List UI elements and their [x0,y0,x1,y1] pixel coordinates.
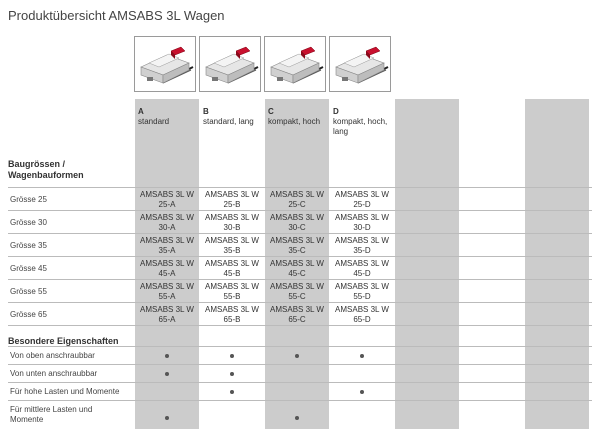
column-letter: C [268,107,274,116]
carriage-compact-high-long-image [329,36,391,92]
column-name: standard, lang [203,117,254,126]
part-number: AMSABS 3L W 45-C [270,259,324,278]
bullet-dot-icon [230,372,234,376]
size-label: Grösse 30 [10,218,47,227]
column-header-c [265,107,329,127]
part-number: AMSABS 3L W 65-B [205,305,259,324]
part-number: AMSABS 3L W 65-D [335,305,389,324]
feature-label: Für mittlere Lasten und Momente [10,405,93,424]
column-header-d [330,107,394,137]
column-name: kompakt, hoch, lang [333,117,388,136]
bullet-dot-icon [360,354,364,358]
feature-label: Für hohe Lasten und Momente [10,387,120,396]
bullet-dot-icon [360,390,364,394]
part-number: AMSABS 3L W 25-D [335,190,389,209]
part-number: AMSABS 3L W 30-D [335,213,389,232]
feature-label: Von oben anschraubbar [10,351,95,360]
bullet-dot-icon [165,354,169,358]
carriage-standard-long-image [199,36,261,92]
part-number: AMSABS 3L W 45-A [140,259,194,278]
size-label: Grösse 45 [10,264,47,273]
part-number: AMSABS 3L W 55-C [270,282,324,301]
linear-carriage-icon [330,37,390,91]
section-divider [8,325,592,326]
features-heading: Besondere Eigenschaften [8,336,119,346]
part-number: AMSABS 3L W 25-A [140,190,194,209]
feature-row [8,382,592,400]
column-letter: A [138,107,144,116]
table-row [8,187,592,210]
part-number: AMSABS 3L W 25-C [270,190,324,209]
bullet-dot-icon [295,354,299,358]
part-number: AMSABS 3L W 30-A [140,213,194,232]
table-row [8,302,592,325]
size-label: Grösse 25 [10,195,47,204]
part-number: AMSABS 3L W 35-C [270,236,324,255]
column-header-b [200,107,264,127]
column-letter: B [203,107,209,116]
part-number: AMSABS 3L W 30-C [270,213,324,232]
bullet-dot-icon [165,416,169,420]
size-label: Grösse 65 [10,310,47,319]
linear-carriage-icon [200,37,260,91]
feature-label: Von unten anschraubbar [10,369,98,378]
part-number: AMSABS 3L W 55-B [205,282,259,301]
bullet-dot-icon [230,390,234,394]
part-number: AMSABS 3L W 35-B [205,236,259,255]
size-label: Grösse 55 [10,287,47,296]
linear-carriage-icon [135,37,195,91]
part-number: AMSABS 3L W 30-B [205,213,259,232]
carriage-standard-image [134,36,196,92]
part-number: AMSABS 3L W 25-B [205,190,259,209]
part-number: AMSABS 3L W 65-C [270,305,324,324]
table-row [8,279,592,302]
feature-row [8,346,592,364]
page-title: Produktübersicht AMSABS 3L Wagen [8,8,225,23]
table-row [8,210,592,233]
part-number: AMSABS 3L W 55-A [140,282,194,301]
carriage-compact-high-image [264,36,326,92]
table-row [8,256,592,279]
bullet-dot-icon [165,372,169,376]
part-number: AMSABS 3L W 65-A [140,305,194,324]
bullet-dot-icon [295,416,299,420]
column-header-a [135,107,199,127]
part-number: AMSABS 3L W 35-D [335,236,389,255]
bullet-dot-icon [230,354,234,358]
table-row [8,233,592,256]
part-number: AMSABS 3L W 45-B [205,259,259,278]
linear-carriage-icon [265,37,325,91]
column-name: standard [138,117,170,126]
column-letter: D [333,107,339,116]
feature-row [8,400,592,433]
part-number: AMSABS 3L W 35-A [140,236,194,255]
size-label: Grösse 35 [10,241,47,250]
part-number: AMSABS 3L W 55-D [335,282,389,301]
column-name: kompakt, hoch [268,117,321,126]
part-number: AMSABS 3L W 45-D [335,259,389,278]
sizes-heading: Baugrössen / Wagenbauformen [8,159,84,180]
feature-row [8,364,592,382]
